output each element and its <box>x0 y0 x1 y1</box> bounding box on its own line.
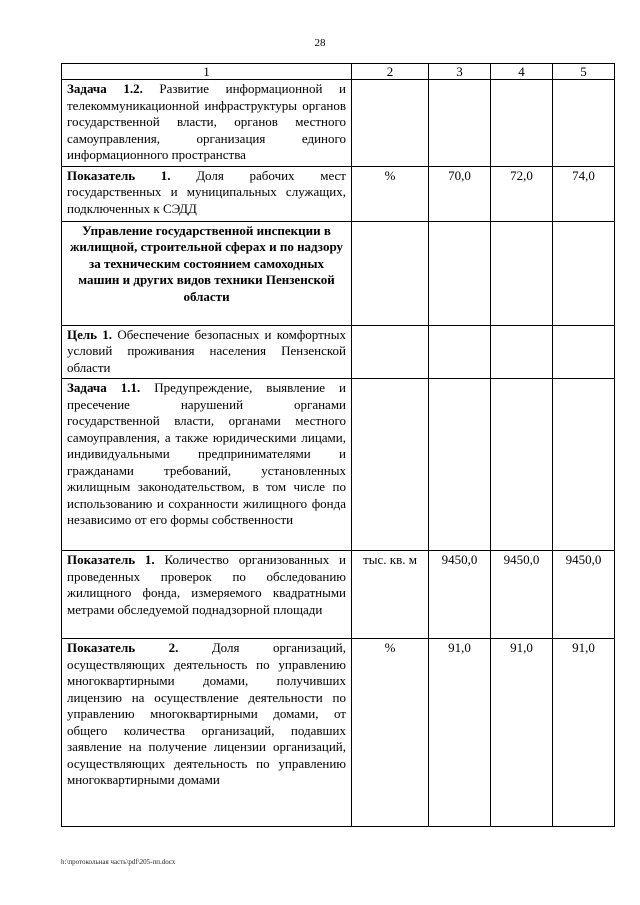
empty-cell <box>491 221 553 325</box>
row-lead: Показатель 1. <box>67 552 155 567</box>
value-cell <box>491 379 553 551</box>
value-cell: 91,0 <box>491 639 553 827</box>
value-cell: 9450,0 <box>491 551 553 639</box>
row-text: Количество организованных и проведенных проверок по обследованию жилищного фонда, измеряемого квадратными метрами обследуемой поднадзорной площади <box>67 552 346 617</box>
header-col-4: 4 <box>491 64 553 80</box>
value-cell <box>553 80 615 167</box>
table-header-row <box>62 64 615 80</box>
header-col-5: 5 <box>553 64 615 80</box>
value-cell: 9450,0 <box>429 551 491 639</box>
unit-cell <box>352 325 429 379</box>
value-cell <box>429 80 491 167</box>
value-cell <box>429 325 491 379</box>
value-cell: 9450,0 <box>553 551 615 639</box>
row-lead: Показатель 2. <box>67 640 179 655</box>
row-description <box>62 551 352 639</box>
row-lead: Задача 1.2. <box>67 81 143 96</box>
row-text: Доля рабочих мест государственных и муниципальных служащих, подключенных к СЭДД <box>67 167 346 216</box>
row-text: Обеспечение безопасных и комфортных условий проживания населения Пензенской области <box>67 326 346 375</box>
value-cell <box>491 80 553 167</box>
empty-cell <box>352 221 429 325</box>
row-description <box>62 379 352 551</box>
value-cell <box>429 379 491 551</box>
page-number: 28 <box>314 37 326 49</box>
row-lead: Показатель 1. <box>67 167 171 183</box>
table-row <box>62 80 615 167</box>
unit-cell <box>352 379 429 551</box>
header-col-2: 2 <box>352 64 429 80</box>
row-description <box>62 639 352 827</box>
row-text: Предупреждение, выявление и пресечение нарушений органами государственной власти, органами местного самоуправления, а также юридическими лицами, индивидуальными предпринимателями и гражданами требований, установленных жилищным законодательством, в том числе по использованию и сохранности жилищного фонда независимо от его формы собственности <box>67 380 346 527</box>
file-path-footer: h:\протокольная часть\pdf\205-пп.docx <box>61 858 176 866</box>
unit-cell: тыс. кв. м <box>352 551 429 639</box>
row-description <box>62 80 352 167</box>
row-lead: Цель 1. <box>67 326 113 342</box>
table-row <box>62 551 615 639</box>
row-text: Развитие информационной и телекоммуникационной инфраструктуры органов государственной власти, органов местного самоуправления, организация единого информационного пространства <box>67 81 346 162</box>
row-description <box>62 325 352 379</box>
value-cell: 70,0 <box>429 166 491 221</box>
row-lead: Задача 1.1. <box>67 380 141 395</box>
row-description <box>62 166 352 221</box>
table-row <box>62 379 615 551</box>
indicators-table <box>61 63 615 827</box>
header-col-1: 1 <box>62 64 352 80</box>
section-row <box>62 221 615 325</box>
value-cell: 74,0 <box>553 166 615 221</box>
value-cell: 91,0 <box>429 639 491 827</box>
header-col-3: 3 <box>429 64 491 80</box>
value-cell: 91,0 <box>553 639 615 827</box>
row-text: Доля организаций, осуществляющих деятельность по управлению многоквартирными домами, получивших лицензию на осуществление деятельности по управлению многоквартирными домами, от общего количества организаций, подавших заявление на получение лицензии организаций, осуществляющих деятельность по управлению многоквартирными домами <box>67 640 346 787</box>
value-cell <box>491 325 553 379</box>
table-row <box>62 325 615 379</box>
value-cell: 72,0 <box>491 166 553 221</box>
value-cell <box>553 325 615 379</box>
unit-cell: % <box>352 166 429 221</box>
section-heading: Управление государственной инспекции в жилищной, строительной сферах и по надзору за техническим состоянием самоходных машин и других видов техники Пензенской области <box>62 221 352 325</box>
unit-cell <box>352 80 429 167</box>
empty-cell <box>553 221 615 325</box>
unit-cell: % <box>352 639 429 827</box>
value-cell <box>553 379 615 551</box>
empty-cell <box>429 221 491 325</box>
table-row <box>62 166 615 221</box>
table-row <box>62 639 615 827</box>
